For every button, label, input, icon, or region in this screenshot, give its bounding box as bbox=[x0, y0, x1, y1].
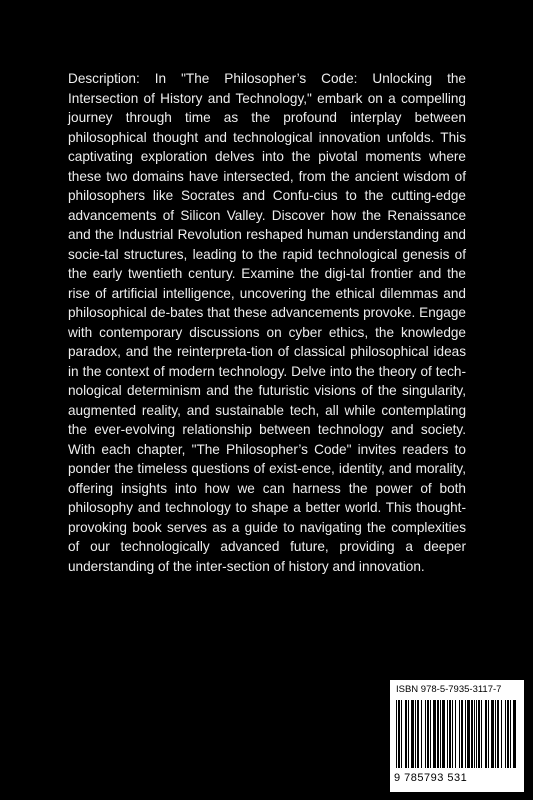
isbn-label: ISBN 978-5-7935-3117-7 bbox=[396, 684, 502, 695]
book-description: Description: In "The Philosopher’s Code: Unlocking the Intersection of History and Technology," embark on a compelling journey through time as the profound interplay between philosophical thought and technological innovation unfolds. This captivating exploration delves into the pivotal moments where these two domains have intersected, from the ancient wisdom of philosophers like Socrates and Confu-cius to the cutting-edge advancements of Silicon Valley. Discover how the Renaissance and the Industrial Revolution reshaped human understanding and socie-tal structures, leading to the rapid technological genesis of the early twentieth century. Examine the digi-tal frontier and the rise of artificial intelligence, uncovering the ethical dilemmas and philosophical de-bates that these advancements provoke. Engage with contemporary discussions on cyber ethics, the knowledge paradox, and the reinterpreta-tion of classical philosophical ideas in the context of modern technology. Delve into the theory of tech-nological determinism and the futuristic visions of the singularity, augmented reality, and sustainable tech, all while contemplating the ever-evolving relationship between technology and society. With each chapter, "The Philosopher’s Code" invites readers to ponder the timeless questions of exist-ence, identity, and morality, offering insights into how we can harness the power of both philosophy and technology to shape a better world. This thought-provoking book serves as a guide to navigating the complexities of our technologically advanced future, providing a deeper understanding of the inter-section of history and innovation. bbox=[68, 71, 466, 574]
barcode-digits: 9 785793 531 bbox=[394, 772, 468, 784]
barcode-icon bbox=[394, 700, 520, 772]
barcode-panel bbox=[390, 680, 524, 792]
